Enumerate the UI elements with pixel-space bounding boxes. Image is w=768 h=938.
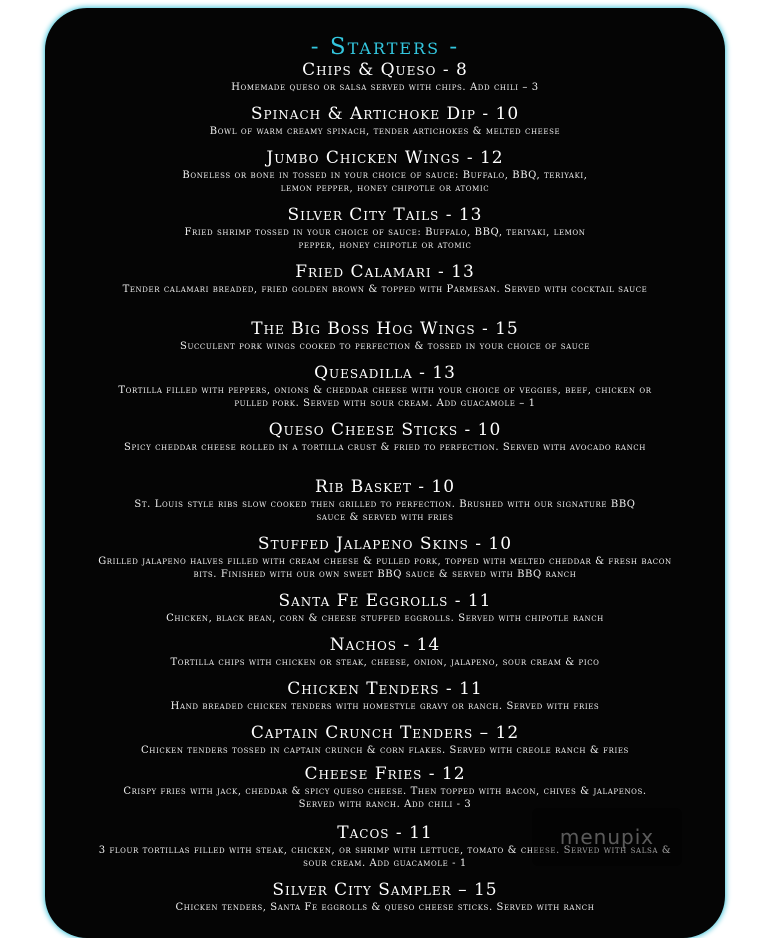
item-description: 3 flour tortillas filled with steak, chicken, or shrimp with lettuce, tomato & cheese. Served with salsa & sour cream. Add guacamole - 1 [98,845,672,869]
item-description: Chicken tenders, Santa Fe eggrolls & queso cheese sticks. Served with ranch [175,902,595,913]
item-description: Boneless or bone in tossed in your choice of sauce: Buffalo, BBQ, teriyaki, lemon pepper, honey chipotle or atomic [182,170,588,194]
menu-item [45,105,725,138]
menu-item [45,263,725,296]
item-name: Cheese Fries - 12 [304,764,466,784]
item-name: Captain Crunch Tenders – 12 [250,723,520,743]
menu-item [45,535,725,581]
item-description: Tortilla chips with chicken or steak, cheese, onion, jalapeno, sour cream & pico [170,657,600,668]
item-name: Chips & Queso - 8 [302,60,468,80]
menu-item [45,61,725,94]
section-title: - Starters - [310,34,460,60]
item-name: The Big Boss Hog Wings - 15 [251,319,519,339]
item-description: Succulent pork wings cooked to perfection & tossed in your choice of sauce [180,341,590,352]
menu-item [45,824,725,870]
item-description: Chicken tenders tossed in captain crunch & corn flakes. Served with creole ranch & fries [141,745,629,756]
item-name: Silver City Tails - 13 [287,205,483,225]
item-description: Bowl of warm creamy spinach, tender artichokes & melted cheese [209,126,561,137]
item-name: Tacos - 11 [337,823,433,843]
item-description: St. Louis style ribs slow cooked then grilled to perfection. Brushed with our signature BBQ sauce & served with fries [134,499,636,523]
menu-item [45,636,725,669]
item-description: Tortilla filled with peppers, onions & cheddar cheese with your choice of veggies, beef, chicken or pulled pork. Served with sour cream. Add guacamole – 1 [118,385,652,409]
menu-item [45,320,725,353]
item-name: Spinach & Artichoke Dip - 10 [250,104,520,124]
menu-item [45,478,725,524]
item-name: Rib Basket - 10 [314,477,456,497]
item-name: Jumbo Chicken Wings - 12 [266,148,504,168]
menu-card [45,8,725,938]
item-description: Chicken, black bean, corn & cheese stuffed eggrolls. Served with chipotle ranch [166,613,604,624]
menu-item [45,206,725,252]
item-description: Tender calamari breaded, fried golden brown & topped with Parmesan. Served with cocktail sauce [122,284,648,295]
menu-item [45,724,725,757]
menu-item [45,364,725,410]
menu-item [45,149,725,195]
item-name: Quesadilla - 13 [314,363,456,383]
item-name: Queso Cheese Sticks - 10 [268,420,502,440]
menu-item [45,592,725,625]
item-description: Fried shrimp tossed in your choice of sauce: Buffalo, BBQ, teriyaki, lemon pepper, honey chipotle or atomic [184,227,586,251]
item-name: Chicken Tenders - 11 [287,679,483,699]
item-description: Homemade queso or salsa served with chips. Add chili – 3 [231,82,539,93]
item-name: Silver City Sampler – 15 [272,880,498,900]
item-description: Grilled jalapeno halves filled with cream cheese & pulled pork, topped with melted cheddar & fresh bacon bits. Finished with our own sweet BBQ sauce & served with BBQ ranch [98,556,672,580]
menu-item [45,881,725,914]
item-name: Santa Fe Eggrolls - 11 [278,591,492,611]
item-name: Stuffed Jalapeno Skins - 10 [257,534,513,554]
item-description: Spicy cheddar cheese rolled in a tortilla crust & fried to perfection. Served with avocado ranch [124,442,646,453]
item-name: Nachos - 14 [329,635,441,655]
item-description: Crispy fries with jack, cheddar & spicy queso cheese. Then topped with bacon, chives & jalapenos. Served with ranch. Add chili - 3 [123,786,647,810]
menu-item [45,765,725,811]
item-name: Fried Calamari - 13 [295,262,475,282]
item-description: Hand breaded chicken tenders with homestyle gravy or ranch. Served with fries [170,701,600,712]
watermark-text: menupix [559,825,655,849]
menu-item [45,421,725,454]
menu-item [45,680,725,713]
